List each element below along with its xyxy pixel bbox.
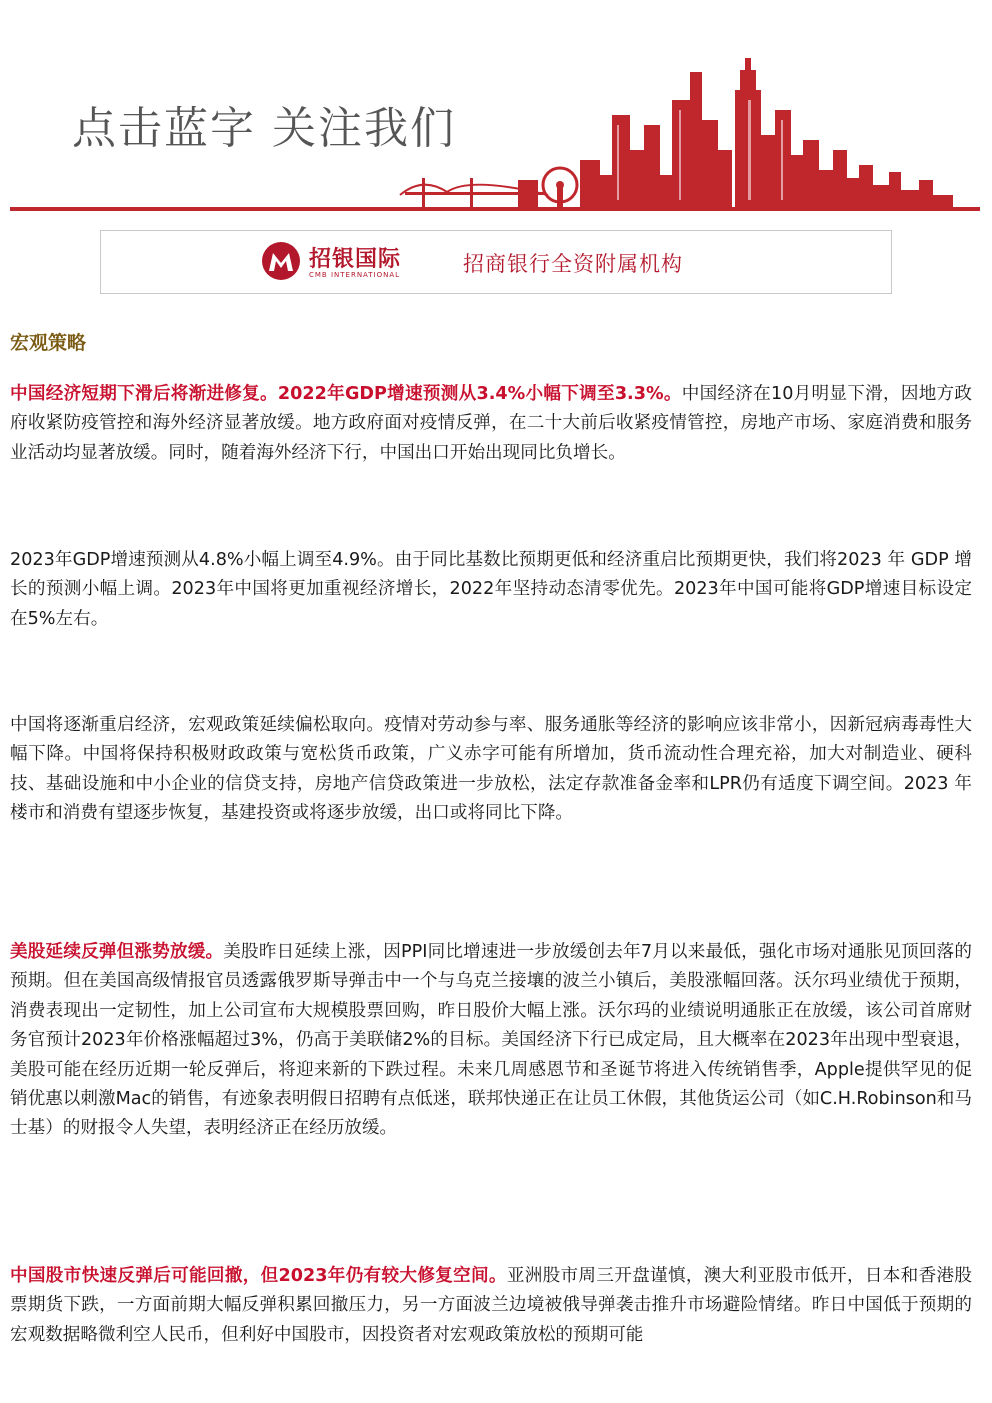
paragraph-4-highlight: 美股延续反弹但涨势放缓。 (10, 942, 224, 962)
cmbi-banner (100, 230, 892, 294)
paragraph-5-highlight: 中国股市快速反弹后可能回撤，但2023年仍有较大修复空间。 (10, 1266, 507, 1286)
banner-slogan: 招商银行全资附属机构 (463, 252, 683, 276)
paragraph-4-text: 美股昨日延续上涨，因PPI同比增速进一步放缓创去年7月以来最低，强化市场对通胀见顶回落的预期。但在美国高级情报官员透露俄罗斯导弹击中一个与乌克兰接壤的波兰小镇后，美股涨幅回落。沃尔玛业绩优于预期，消费表现出一定韧性，加上公司宣布大规模股票回购，昨日股价大幅上涨。沃尔玛的业绩说明通胀正在放缓，该公司首席财务官预计2023年价格涨幅超过3%，仍高于美联储2%的目标。美国经济下行已成定局，且大概率在2023年出现中型衰退，美股可能在经历近期一轮反弹后，将迎来新的下跌过程。未来几周感恩节和圣诞节将进入传统销售季，Apple提供罕见的促销优惠以刺激Mac的销售，有迹象表明假日招聘有点低迷，联邦快递正在让员工休假，其他货运公司（如C.H.Robinson和马士基）的财报令人失望，表明经济正在经历放缓。 (10, 942, 972, 1139)
section-title: 宏观策略 (10, 332, 87, 354)
paragraph-4 (10, 938, 972, 1144)
paragraph-1-highlight: 中国经济短期下滑后将渐进修复。2022年GDP增速预测从3.4%小幅下调至3.3%。 (10, 384, 682, 404)
cmbi-logo-icon (261, 241, 301, 281)
page-header (0, 0, 992, 215)
logo-english-text: CMB INTERNATIONAL (309, 271, 401, 279)
header-title[interactable]: 点击蓝字 关注我们 (72, 103, 456, 154)
paragraph-1-text: 中国经济在10月明显下滑，因地方政府收紧防疫管控和海外经济显著放缓。地方政府面对疫情反弹，在二十大前后收紧疫情管控，房地产市场、家庭消费和服务业活动均显著放缓。同时，随着海外经济下行，中国出口开始出现同比负增长。 (10, 384, 972, 463)
paragraph-2-text: 2023年GDP增速预测从4.8%小幅上调至4.9%。由于同比基数比预期更低和经济重启比预期更快，我们将2023 年 GDP 增长的预测小幅上调。2023年中国将更加重视经济增长，2022年坚持动态清零优先。2023年中国可能将GDP增速目标设定在5%左右。 (10, 550, 972, 629)
paragraph-3-text: 中国将逐渐重启经济，宏观政策延续偏松取向。疫情对劳动参与率、服务通胀等经济的影响应该非常小，因新冠病毒毒性大幅下降。中国将保持积极财政政策与宽松货币政策，广义赤字可能有所增加，货币流动性合理充裕，加大对制造业、硬科技、基础设施和中小企业的信贷支持，房地产信贷政策进一步放松，法定存款准备金率和LPR仍有适度下调空间。2023 年楼市和消费有望逐步恢复，基建投资或将逐步放缓，出口或将同比下降。 (10, 715, 972, 824)
logo-chinese-text: 招银国际 (309, 246, 402, 272)
paragraph-2 (10, 546, 972, 634)
paragraph-3 (10, 711, 972, 829)
paragraph-5 (10, 1262, 972, 1350)
paragraph-1 (10, 380, 972, 468)
paragraph-5-text: 亚洲股市周三开盘谨慎，澳大利亚股市低开，日本和香港股票期货下跌，一方面前期大幅反弹积累回撤压力，另一方面波兰边境被俄导弹袭击推升市场避险情绪。昨日中国低于预期的宏观数据略微利空人民币，但利好中国股市，因投资者对宏观政策放松的预期可能 (10, 1266, 972, 1345)
